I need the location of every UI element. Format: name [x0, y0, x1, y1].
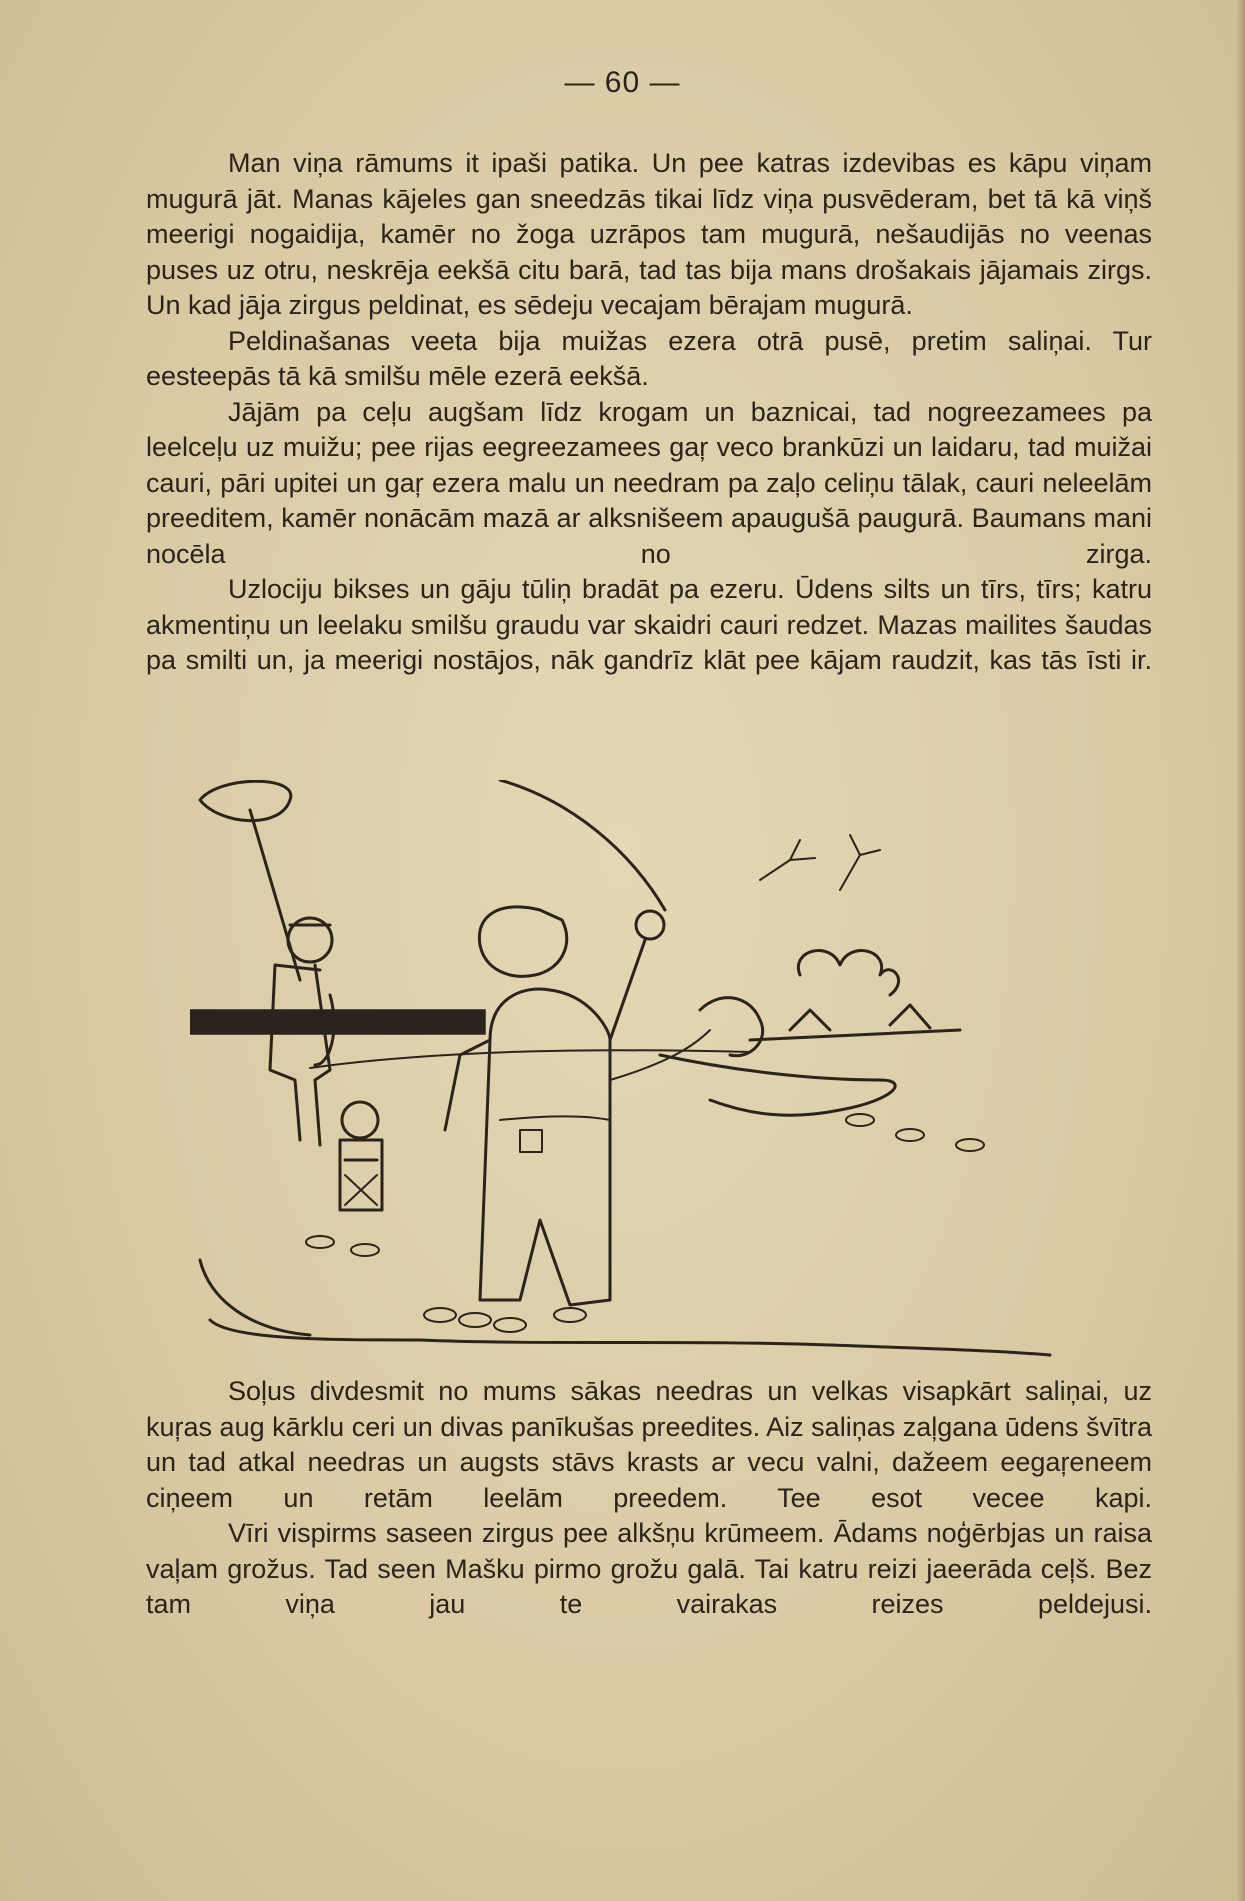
- island-reeds: [750, 1005, 960, 1040]
- paragraph: Jājām pa ceļu augšam līdz krogam un baznicai, tad nogreezamees pa leelceļu uz muižu; pee rijas eegreezamees gaŗ veco brankūzi un laidaru, tad muižai cauri, pāri upitei un gaŗ ezera malu un needram pa zaļo celiņu tālak, cauri neleelām preeditem, kamēr nonācām mazā ar alksnišeem apaugušā paugurā. Baumans mani nocēla no zirga.: [146, 396, 1152, 569]
- island-tree-branches: [760, 835, 880, 890]
- pebble: [306, 1236, 334, 1248]
- pebble: [351, 1244, 379, 1256]
- man-belt: [500, 1116, 610, 1120]
- fishing-net-icon: [200, 781, 300, 980]
- girl-dress-pattern: [345, 1175, 377, 1205]
- island-bush: [798, 951, 898, 995]
- paragraph: Peldinašanas veeta bija muižas ezera otrā pusē, pretim saliņai. Tur eesteepās tā kā smilšu mēle ezerā eekšā.: [146, 325, 1152, 391]
- girl-head: [342, 1102, 378, 1138]
- pebble: [896, 1129, 924, 1141]
- bottom-text-block: [146, 1374, 1152, 1623]
- illustration-svg: [190, 780, 1120, 1360]
- boy-body: [270, 965, 330, 1145]
- lake-scene-illustration: [190, 780, 1120, 1360]
- island-outline: [660, 1055, 895, 1115]
- pebble: [424, 1308, 456, 1322]
- pebble: [459, 1313, 491, 1327]
- shore-outline: [210, 1320, 1050, 1355]
- whip-line: [500, 780, 665, 910]
- man-body: [445, 940, 645, 1305]
- pebble: [956, 1139, 984, 1151]
- man-pocket: [520, 1130, 542, 1152]
- paragraph: Soļus divdesmit no mums sākas needras un velkas visapkārt saliņai, uz kuŗas aug kārklu ceri un divas panīkušas preedites. Aiz saliņas zaļgana ūdens švītra un tad atkal needras un augsts stāvs krasts ar vecu valni, dažeem eegaŗeneem ciņeem un retām leelām preedem. Tee esot vecee kapi.: [146, 1376, 1152, 1513]
- pebble: [494, 1318, 526, 1332]
- man-hand: [636, 911, 664, 939]
- pebble: [554, 1308, 586, 1322]
- man-head: [479, 907, 566, 976]
- paragraph: Vīri vispirms saseen zirgus pee alkšņu krūmeem. Ādams noģērbjas un raisa vaļam grožus. Tad seen Mašku pirmo grožu galā. Tai katru reizi jaeerāda ceļš. Bez tam viņa jau te vairakas reizes peldejusi.: [146, 1518, 1152, 1619]
- top-text-block: [146, 146, 1152, 679]
- paragraph: Man viņa rāmums it ipaši patika. Un pee katras izdevibas es kāpu viņam mugurā jāt. Manas kājeles gan sneedzās tikai līdz viņa pusvēderam, bet tā kā viņš meerigi nogaidija, kamēr no žoga uzrāpos tam mugurā, nešaudijās no veenas puses uz otru, neskrēja eekšā citu barā, tad tas bija mans drošakais jājamais zirgs. Un kad jāja zirgus peldinat, es sēdeju vecajam bērajam mugurā.: [146, 148, 1152, 320]
- pebble: [846, 1114, 874, 1126]
- page-number: — 60 —: [564, 66, 681, 99]
- horse-head: [700, 998, 763, 1056]
- page-edge-shadow: [1237, 0, 1245, 1901]
- far-shore-treeline: [190, 1010, 485, 1034]
- paragraph: Uzlociju bikses un gāju tūliņ bradāt pa ezeru. Ūdens silts un tīrs, tīrs; katru akmentiņu un leelaku smilšu graudu var skaidri cauri redzet. Mazas mailites šaudas pa smilti un, ja meerigi nostājos, nāk gandrīz klāt pee kājam raudzit, kas tās īsti ir.: [146, 574, 1152, 675]
